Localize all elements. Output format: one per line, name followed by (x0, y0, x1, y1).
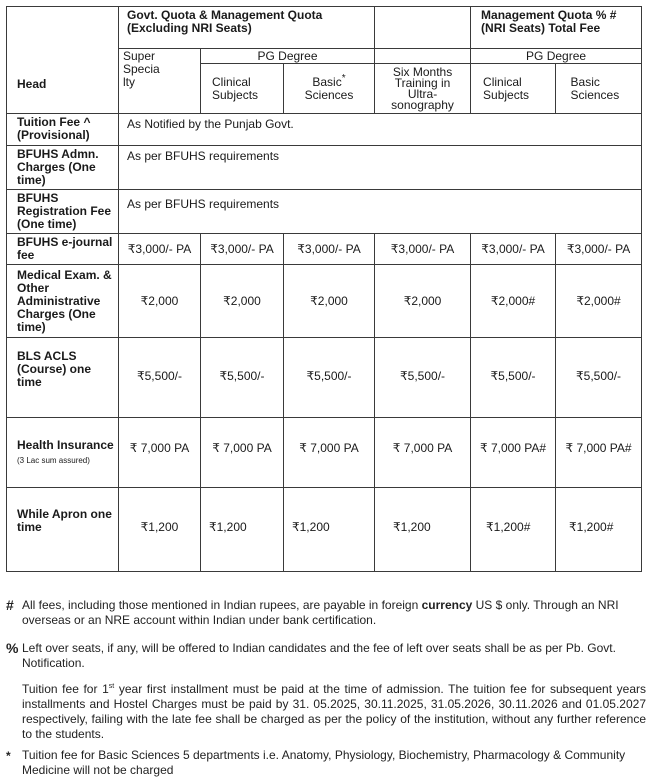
cell-value: ₹1,200 (119, 488, 201, 572)
table-row (7, 234, 642, 265)
cell-value: ₹1,200 (375, 488, 471, 572)
pg-degree-nri-header: PG Degree (471, 49, 642, 64)
cell-value: ₹5,500/- (284, 338, 375, 418)
table-row (7, 146, 642, 190)
tuition-fee-value: As Notified by the Punjab Govt. (119, 114, 642, 146)
fee-structure-table (6, 6, 642, 572)
row-head-white-apron: While Apron one time (7, 488, 119, 572)
footnotes (6, 598, 646, 778)
row-head-health-insurance: Health Insurance (3 Lac sum assured) (7, 418, 119, 488)
cell-value: ₹3,000/- PA (119, 234, 201, 265)
row-head-admn-charges: BFUHS Admn. Charges (One time) (7, 146, 119, 190)
pg-degree-govt-header: PG Degree (201, 49, 375, 64)
cell-value: ₹3,000/- PA (201, 234, 284, 265)
nri-quota-group-header: Management Quota % # (NRI Seats) Total Fee (471, 7, 642, 49)
cell-value: ₹2,000# (556, 265, 642, 338)
table-row (7, 338, 642, 418)
cell-value: ₹ 7,000 PA (375, 418, 471, 488)
cell-value: ₹ 7,000 PA# (556, 418, 642, 488)
footnote-tuition-installments: Tuition fee for 1st year first installment must be paid at the time of admission. The tuition fee for subsequent years installments and Hostel Charges must be paid by 31. 05.2025, 30.11.2025, 31.05.2026, 30.11.2026 and 01.05.2027 respectively, failing with the late fee shall be charged as per the policy of the institution, without any further reference to the students. (22, 682, 646, 741)
cell-value: ₹ 7,000 PA# (471, 418, 556, 488)
row-head-bls-acls: BLS ACLS (Course) one time (7, 338, 119, 418)
table-row (7, 114, 642, 146)
ultrasonography-training-header: Six Months Training in Ultra-sonography (375, 64, 471, 114)
table-row (7, 190, 642, 234)
clinical-subjects-govt-header: Clinical Subjects (201, 64, 284, 114)
cell-value: ₹1,200 (201, 488, 284, 572)
footnote-hash: # All fees, including those mentioned in Indian rupees, are payable in foreign currency US $ only. Through an NRI overseas or an NRE account within Indian under bank certification. (6, 597, 619, 627)
govt-quota-group-header: Govt. Quota & Management Quota (Excluding NRI Seats) (119, 7, 375, 49)
row-head-medical-exam: Medical Exam. & Other Administrative Charges (One time) (7, 265, 119, 338)
cell-value: ₹5,500/- (375, 338, 471, 418)
hash-mark: # (6, 597, 14, 613)
cell-value: ₹2,000 (201, 265, 284, 338)
cell-value: ₹3,000/- PA (556, 234, 642, 265)
cell-value: ₹5,500/- (119, 338, 201, 418)
asterisk-mark: * (341, 72, 346, 84)
admn-charges-value: As per BFUHS requirements (119, 146, 642, 190)
cell-value: ₹5,500/- (201, 338, 284, 418)
footnote-asterisk: * Tuition fee for Basic Sciences 5 departments i.e. Anatomy, Physiology, Biochemistry, Pharmacology & Community Medicine will not be charged (6, 748, 626, 777)
clinical-subjects-nri-header: Clinical Subjects (471, 64, 556, 114)
cell-value: ₹3,000/- PA (471, 234, 556, 265)
cell-value: ₹ 7,000 PA (284, 418, 375, 488)
cell-value: ₹ 7,000 PA (119, 418, 201, 488)
row-head-ejournal-fee: BFUHS e-journal fee (7, 234, 119, 265)
row-head-tuition-fee: Tuition Fee ^ (Provisional) (7, 114, 119, 146)
cell-value: ₹3,000/- PA (375, 234, 471, 265)
cell-value: ₹3,000/- PA (284, 234, 375, 265)
empty-header-cell (375, 49, 471, 64)
cell-value: ₹2,000 (119, 265, 201, 338)
cell-value: ₹1,200# (471, 488, 556, 572)
cell-value: ₹1,200# (556, 488, 642, 572)
percent-mark: % (6, 640, 19, 656)
basic-sciences-nri-header: Basic Sciences (556, 64, 642, 114)
cell-value: ₹5,500/- (471, 338, 556, 418)
super-speciality-header: Super Specia lty (119, 49, 201, 114)
cell-value: ₹1,200 (284, 488, 375, 572)
row-head-registration-fee: BFUHS Registration Fee (One time) (7, 190, 119, 234)
sum-assured-note: (3 Lac sum assured) (17, 455, 90, 465)
cell-value: ₹2,000# (471, 265, 556, 338)
footnote-percent: % Left over seats, if any, will be offered to Indian candidates and the fee of left over seats shall be as per Pb. Govt. Notification. (6, 640, 616, 670)
table-row (7, 488, 642, 572)
registration-fee-value: As per BFUHS requirements (119, 190, 642, 234)
cell-value: ₹ 7,000 PA (201, 418, 284, 488)
cell-value: ₹5,500/- (556, 338, 642, 418)
asterisk-mark: * (6, 749, 11, 763)
cell-value: ₹2,000 (284, 265, 375, 338)
table-row (7, 418, 642, 488)
cell-value: ₹2,000 (375, 265, 471, 338)
basic-sciences-govt-header: Basic* Sciences (284, 64, 375, 114)
table-row (7, 265, 642, 338)
head-column-header: Head (7, 7, 119, 114)
empty-header-cell (375, 7, 471, 49)
